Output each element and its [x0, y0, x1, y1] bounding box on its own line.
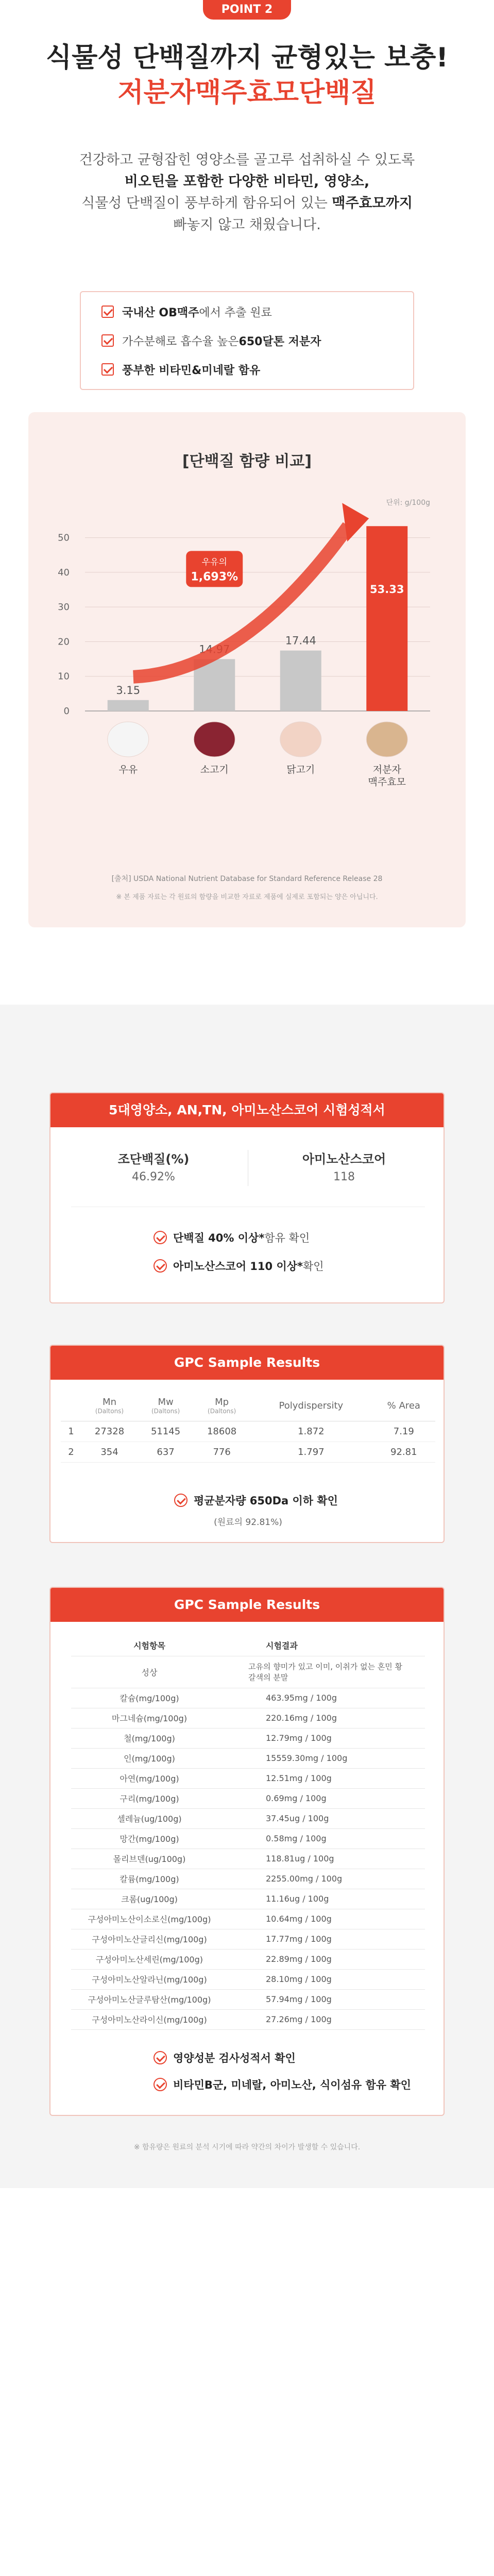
- check-circle-icon: [154, 2078, 167, 2091]
- chart-y-tick-label: 10: [58, 671, 70, 682]
- chart-bar: [108, 700, 149, 711]
- gpc-results-card: [49, 1345, 445, 1543]
- table-row: 2 354 637 776 1.797 92.81: [61, 1442, 435, 1462]
- chart-data-label: 14.97: [199, 643, 230, 656]
- chart-y-tick-label: 20: [58, 636, 70, 648]
- check-item-low-molecular: 가수분해로 흡수율 높은 650달톤 저분자: [81, 326, 413, 355]
- chart-data-label: 3.15: [116, 684, 141, 697]
- table-row: 아연(mg/100g) 12.51mg / 100g: [71, 1768, 425, 1788]
- check-circle-icon: [154, 1231, 167, 1244]
- table-row: 칼륨(mg/100g) 2255.00mg / 100g: [71, 1869, 425, 1889]
- cert-bullet-protein: 단백질 40% 이상* 함유 확인: [154, 1230, 310, 1245]
- protein-chart-panel: [28, 412, 466, 927]
- gpc-col-poly: Polydispersity: [279, 1400, 344, 1412]
- milk-icon: [108, 722, 149, 757]
- check-item-ob-beer: 국내산 OB맥주 에서 추출 원료: [81, 297, 413, 326]
- chart-bar: [280, 651, 321, 711]
- point2-body-line2: 비오틴을 포함한 다양한 비타민, 영양소,: [124, 173, 370, 190]
- chart-category-label: 소고기: [200, 764, 229, 775]
- nutrition-bullet-cert: 영양성분 검사성적서 확인: [154, 2050, 296, 2065]
- protein-value: 46.92%: [132, 1171, 175, 1183]
- chart-y-tick-label: 40: [58, 567, 70, 578]
- gray-section-footnote: ※ 함유량은 원료의 분석 시기에 따라 약간의 차이가 발생할 수 있습니다.: [133, 2143, 361, 2151]
- chart-y-tick-label: 30: [58, 602, 70, 613]
- protein-chart-footnote2: ※ 본 제품 자료는 각 원료의 함량을 비교한 자료로 제품에 실제로 포함되는 양은 아닙니다.: [116, 893, 378, 901]
- table-row: 마그네슘(mg/100g) 220.16mg / 100g: [71, 1708, 425, 1728]
- yeast-powder-icon: [366, 722, 407, 757]
- chart-category-label: 우유: [118, 764, 138, 775]
- amino-score-value: 118: [333, 1171, 355, 1183]
- col-item: 시험항목: [71, 1635, 228, 1656]
- table-row: 철(mg/100g) 12.79mg / 100g: [71, 1728, 425, 1748]
- check-circle-icon: [174, 1494, 188, 1507]
- point2-badge: POINT 2: [203, 0, 291, 20]
- chart-data-label: 17.44: [285, 634, 316, 647]
- chart-callout-line2: 1,693%: [191, 570, 239, 584]
- table-row: 구성아미노산글루탐산(mg/100g) 57.94mg / 100g: [71, 1989, 425, 2009]
- protein-chart-footnote1: [출처] USDA National Nutrient Database for Standard Reference Release 28: [111, 875, 383, 883]
- certificate-header: 5대영양소, AN,TN, 아미노산스코어 시험성적서: [50, 1093, 444, 1127]
- chart-category-label: 저분자: [372, 764, 401, 775]
- checkbox-icon: [101, 334, 114, 347]
- table-row: 구성아미노산글리신(mg/100g) 17.77mg / 100g: [71, 1929, 425, 1949]
- point2-title-line1: 식물성 단백질까지 균형있는 보충!: [45, 42, 449, 73]
- point2-body-line1: 건강하고 균형잡힌 영양소를 골고루 섭취하실 수 있도록: [79, 152, 415, 168]
- gpc-col-area: % Area: [387, 1400, 420, 1412]
- nutrition-table: [71, 1635, 425, 2030]
- check-item-vitamin: 풍부한 비타민&미네랄 함유: [81, 355, 413, 384]
- table-row: 1 27328 51145 18608 1.872 7.19: [61, 1421, 435, 1442]
- point2-body-line3: 식물성 단백질이 풍부하게 함유되어 있는 맥주효모까지: [81, 195, 413, 211]
- table-row: 셀레늄(ug/100g) 37.45ug / 100g: [71, 1808, 425, 1828]
- checkbox-icon: [101, 363, 114, 376]
- table-row: 구성아미노산알라닌(mg/100g) 28.10mg / 100g: [71, 1969, 425, 1989]
- protein-label: 조단백질(%): [117, 1152, 190, 1166]
- table-row: 구성아미노산라이신(mg/100g) 27.26mg / 100g: [71, 2009, 425, 2029]
- gpc-bullet-molecular: 평균분자량 650Da 이하 확인: [174, 1493, 338, 1508]
- point2-check-panel: [80, 291, 414, 390]
- check-circle-icon: [154, 2051, 167, 2064]
- gpc-col-mn: Mn (Daltons): [95, 1397, 124, 1415]
- nutrition-results-card: [49, 1587, 445, 2116]
- point2-title-line2: 저분자맥주효모단백질: [117, 77, 377, 108]
- gpc-table: [61, 1391, 435, 1463]
- beef-icon: [194, 722, 235, 757]
- protein-bar-chart: [28, 489, 466, 860]
- chart-y-tick-label: 50: [58, 532, 70, 544]
- nutrition-header: GPC Sample Results: [50, 1588, 444, 1622]
- table-row: 구리(mg/100g) 0.69mg / 100g: [71, 1788, 425, 1808]
- chart-y-tick-label: 0: [63, 706, 70, 717]
- table-row: 구성아미노산이소로신(mg/100g) 10.64mg / 100g: [71, 1909, 425, 1929]
- protein-chart-title: [단백질 함량 비교]: [182, 452, 312, 470]
- check-circle-icon: [154, 1259, 167, 1273]
- chart-callout-line1: 우유의: [201, 557, 227, 568]
- checkbox-icon: [101, 306, 114, 318]
- nutrition-bullet-contains: 비타민B군, 미네랄, 아미노산, 식이섬유 함유 확인: [154, 2077, 411, 2092]
- table-row: 망간(mg/100g) 0.58mg / 100g: [71, 1828, 425, 1849]
- gpc-col-mp: Mp (Daltons): [208, 1397, 236, 1415]
- amino-score-label: 아미노산스코어: [302, 1152, 386, 1166]
- chart-bar: [366, 526, 407, 711]
- table-row: 칼슘(mg/100g) 463.95mg / 100g: [71, 1688, 425, 1708]
- table-row: 크롬(ug/100g) 11.16ug / 100g: [71, 1889, 425, 1909]
- certificate-card: [49, 1092, 445, 1303]
- col-result: 시험결과: [228, 1635, 425, 1656]
- gpc-header: GPC Sample Results: [50, 1346, 444, 1380]
- table-row: 인(mg/100g) 15559.30mg / 100g: [71, 1748, 425, 1768]
- chart-data-label: 53.33: [370, 583, 404, 596]
- chicken-icon: [280, 722, 321, 757]
- cert-bullet-amino: 아미노산스코어 110 이상* 확인: [154, 1258, 324, 1274]
- table-row: 몰리브덴(ug/100g) 118.81ug / 100g: [71, 1849, 425, 1869]
- chart-category-label: 닭고기: [286, 764, 315, 775]
- table-row: 구성아미노산세린(mg/100g) 22.89mg / 100g: [71, 1949, 425, 1969]
- point2-body-line4: 빠놓지 않고 채웠습니다.: [173, 216, 321, 233]
- point2-description: [0, 149, 494, 235]
- gpc-note-sub: (원료의 92.81%): [214, 1517, 282, 1528]
- chart-category-label: 맥주효모: [368, 776, 406, 788]
- gpc-col-mw: Mw (Daltons): [151, 1397, 180, 1415]
- chart-unit-note: 단위: g/100g: [386, 499, 430, 507]
- table-row: 성상 고유의 향미가 있고 이미, 이취가 없는 혼민 황갈색의 분말: [71, 1656, 425, 1688]
